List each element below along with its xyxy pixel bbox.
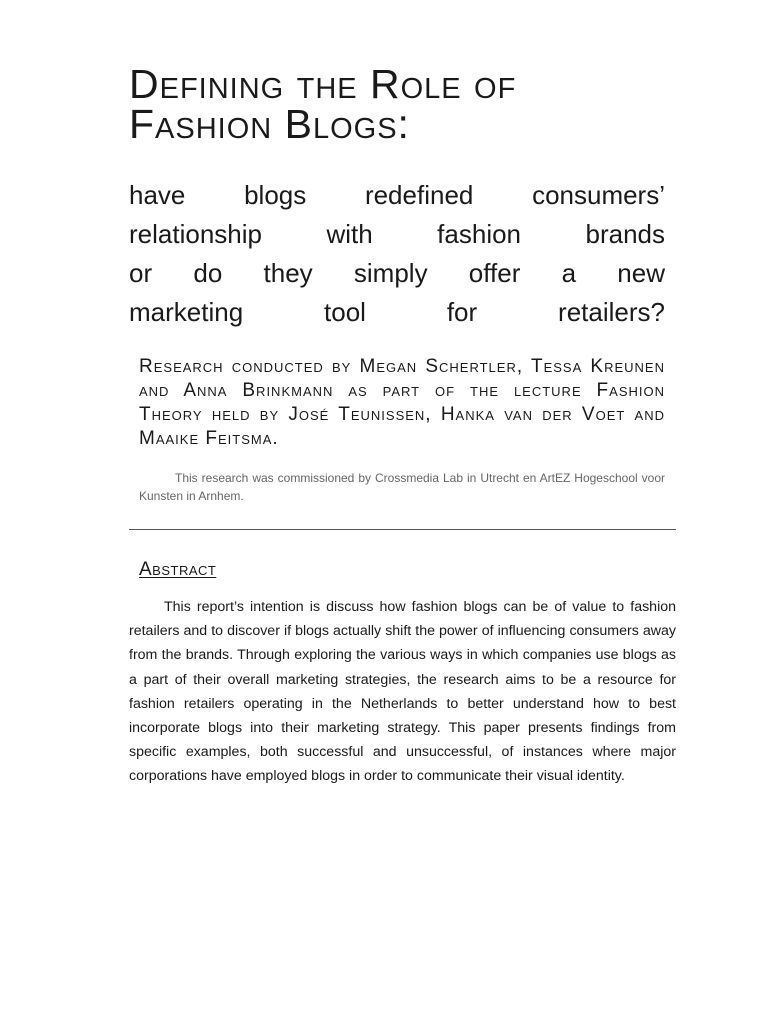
title-line-1: Defining the Role of [129, 61, 517, 107]
document-subtitle [129, 176, 665, 332]
title-line-2: Fashion Blogs: [129, 101, 410, 147]
subtitle-line-4: marketing tool for retailers? [129, 297, 665, 327]
abstract-heading: Abstract [139, 559, 217, 580]
commission-note: This research was commissioned by Crossmedia Lab in Utrecht en ArtEZ Hogeschool voor Kunsten in Arnhem. [139, 471, 665, 503]
subtitle-line-2: relationship with fashion brands [129, 219, 665, 249]
subtitle-line-3: or do they simply offer a new [129, 258, 665, 288]
document-title [129, 61, 689, 147]
abstract-body: This report’s intention is discuss how fashion blogs can be of value to fashion retailers and to discover if blogs actually shift the power of influencing consumers away from the brands. Through exploring the various ways in which companies use blogs as a part of their overall marketing strategies, the research aims to be a resource for fashion retailers operating in the Netherlands to better understand how to best incorporate blogs into their marketing strategy. This paper presents findings from specific examples, both successful and unsuccessful, of instances where major corporations have employed blogs in order to communicate their visual identity. [129, 599, 676, 785]
research-credits: Research conducted by Megan Schertler, Tessa Kreunen and Anna Brinkmann as part of the lecture Fashion Theory held by José Teunissen, Hanka van der Voet and Maaike Feitsma. [139, 356, 665, 449]
subtitle-line-1: have blogs redefined consumers’ [129, 180, 665, 210]
section-divider [129, 529, 676, 530]
